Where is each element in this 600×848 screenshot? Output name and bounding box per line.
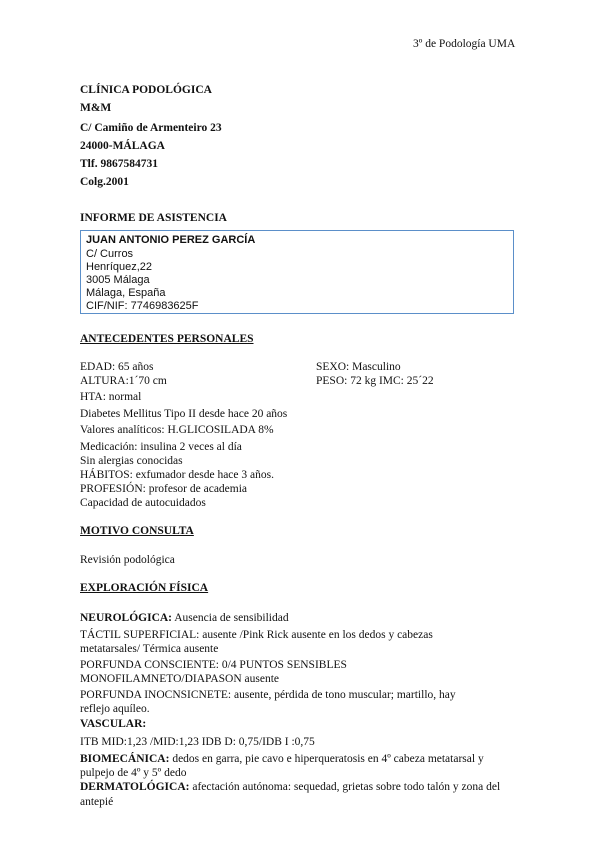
diabetes: Diabetes Mellitus Tipo II desde hace 20 años — [80, 408, 288, 420]
course-label: 3º de Podología UMA — [413, 38, 516, 50]
sexo: SEXO: Masculino — [316, 361, 401, 373]
patient-address-1: C/ Curros — [86, 248, 134, 260]
biomecanica-text: dedos en garra, pie cavo e hiperqueratosis en 4º cabeza metatarsal y — [169, 753, 484, 765]
edad: EDAD: 65 años — [80, 361, 154, 373]
vascular-label: VASCULAR: — [80, 718, 147, 730]
patient-address-4: Málaga, España — [86, 287, 166, 299]
profunda-line-4: reflejo aquíleo. — [80, 703, 150, 715]
patient-id: CIF/NIF: 7746983625F — [86, 300, 199, 312]
dermatologica-line — [80, 781, 500, 793]
profesion: PROFESIÓN: profesor de academia — [80, 483, 248, 495]
tactil-line-2: metatarsales/ Térmica ausente — [80, 643, 219, 655]
neurologica-label: NEUROLÓGICA: — [80, 612, 173, 624]
clinic-phone: Tlf. 9867584731 — [80, 158, 158, 170]
patient-box — [80, 230, 514, 314]
biomecanica-line — [80, 753, 484, 765]
clinic-city: 24000-MÁLAGA — [80, 140, 165, 152]
neurologica-text: Ausencia de sensibilidad — [172, 612, 289, 624]
exploracion-heading: EXPLORACIÓN FÍSICA — [80, 582, 209, 594]
biomecanica-label: BIOMECÁNICA: — [80, 753, 170, 765]
patient-address-2: Henríquez,22 — [86, 261, 153, 273]
hta: HTA: normal — [80, 391, 142, 403]
biomecanica-line-2: pulpejo de 4º y 5º dedo — [80, 767, 187, 779]
neurologica-line — [80, 612, 289, 624]
itb-values: ITB MID:1,23 /MID:1,23 IDB D: 0,75/IDB I :0,75 — [80, 736, 315, 748]
tactil-line-1: TÁCTIL SUPERFICIAL: ausente /Pink Rick ausente en los dedos y cabezas — [80, 629, 433, 641]
clinic-name: CLÍNICA PODOLÓGICA — [80, 84, 212, 96]
motivo-heading: MOTIVO CONSULTA — [80, 525, 194, 537]
capacidad: Capacidad de autocuidados — [80, 497, 206, 509]
alergias: Sin alergias conocidas — [80, 455, 183, 467]
profunda-line-2: MONOFILAMNETO/DIAPASON ausente — [80, 673, 280, 685]
profunda-line-1: PORFUNDA CONSCIENTE: 0/4 PUNTOS SENSIBLES — [80, 659, 347, 671]
motivo-text: Revisión podológica — [80, 554, 175, 566]
profunda-line-3: PORFUNDA INOCNSICNETE: ausente, pérdida de tono muscular; martillo, hay — [80, 689, 456, 701]
peso-imc: PESO: 72 kg IMC: 25´22 — [316, 375, 434, 387]
medicacion: Medicación: insulina 2 veces al día — [80, 441, 242, 453]
antecedentes-heading: ANTECEDENTES PERSONALES — [80, 333, 254, 345]
altura: ALTURA:1´70 cm — [80, 375, 167, 387]
clinic-street: C/ Camiño de Armenteiro 23 — [80, 122, 222, 134]
clinic-college: Colg.2001 — [80, 176, 129, 188]
valores-analiticos: Valores analíticos: H.GLICOSILADA 8% — [80, 424, 274, 436]
dermatologica-line-2: antepié — [80, 796, 114, 808]
habitos: HÁBITOS: exfumador desde hace 3 años. — [80, 469, 274, 481]
dermatologica-text: afectación autónoma: sequedad, grietas sobre todo talón y zona del — [189, 781, 501, 793]
clinic-brand: M&M — [80, 102, 112, 114]
patient-name: JUAN ANTONIO PEREZ GARCÍA — [86, 234, 256, 246]
report-title: INFORME DE ASISTENCIA — [80, 212, 227, 224]
patient-address-3: 3005 Málaga — [86, 274, 150, 286]
dermatologica-label: DERMATOLÓGICA: — [80, 781, 190, 793]
